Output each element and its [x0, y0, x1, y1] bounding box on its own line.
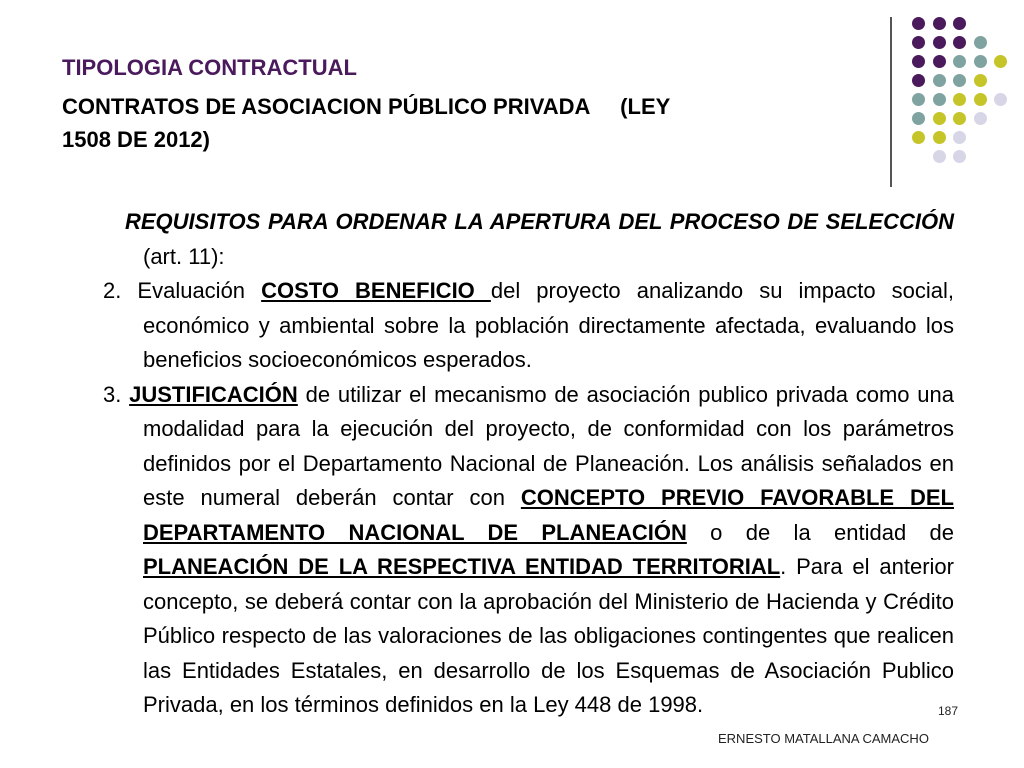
decorative-dot: [974, 93, 987, 106]
decorative-dot: [912, 131, 925, 144]
requisitos-tail: (art. 11):: [143, 243, 225, 269]
decorative-dot: [912, 55, 925, 68]
item-3: [103, 378, 954, 723]
decorative-dot: [933, 112, 946, 125]
divider-line: [890, 17, 892, 187]
item2-text: del proyecto analizando su impacto social, económico y ambiental sobre la población directamente afectada, evaluando los beneficios socioeconómicos esperados.: [143, 278, 954, 372]
decorative-dot: [974, 112, 987, 125]
item2-bold: COSTO BENEFICIO: [261, 278, 491, 303]
decorative-dot: [974, 36, 987, 49]
decorative-dot: [974, 55, 987, 68]
decorative-dot: [933, 150, 946, 163]
decorative-dot: [953, 36, 966, 49]
item2-prefix: 2. Evaluación: [103, 278, 262, 303]
decorative-dot: [974, 74, 987, 87]
decorative-dot: [953, 17, 966, 30]
decorative-dot: [953, 131, 966, 144]
decorative-dot: [912, 93, 925, 106]
decorative-dot: [933, 74, 946, 87]
subtitle-line-1: CONTRATOS DE ASOCIACION PÚBLICO PRIVADA (LEY: [62, 94, 671, 119]
item3-text1: de utilizar el mecanismo de asociación publico privada como una modalidad para la ejecución del proyecto, de conformidad con los parámetros definidos por el Departamento Nacional de Planeación. Los análisis señalados en este numeral deberán contar con: [143, 381, 954, 510]
decorative-dot: [933, 55, 946, 68]
page-number: 187: [938, 704, 959, 718]
decorative-dot: [912, 17, 925, 30]
decorative-dot: [953, 55, 966, 68]
decorative-dot: [912, 74, 925, 87]
decorative-dot: [933, 131, 946, 144]
slide-subtitle: [62, 90, 670, 156]
decorative-dot: [933, 36, 946, 49]
slide-body: [103, 205, 954, 723]
requisitos-bold: REQUISITOS PARA ORDENAR LA APERTURA DEL PROCESO DE SELECCIÓN: [125, 209, 954, 234]
decorative-dot: [953, 112, 966, 125]
requisitos-heading: [103, 205, 954, 274]
item3-bold1: JUSTIFICACIÓN: [129, 381, 298, 407]
item3-bold3: PLANEACIÓN DE LA RESPECTIVA ENTIDAD TERRITORIAL: [143, 554, 781, 579]
decorative-dot: [953, 74, 966, 87]
item3-text2: o de la entidad de: [686, 519, 954, 545]
decorative-dot: [912, 112, 925, 125]
slide-title: TIPOLOGIA CONTRACTUAL: [62, 55, 357, 80]
item3-prefix: 3.: [103, 381, 130, 407]
author-name: ERNESTO MATALLANA CAMACHO: [718, 731, 929, 746]
item-2: [103, 274, 954, 378]
decorative-dot: [933, 93, 946, 106]
subtitle-line-2: 1508 DE 2012): [62, 127, 210, 152]
decorative-dot: [953, 150, 966, 163]
decorative-dot: [933, 17, 946, 30]
decorative-dot: [912, 36, 925, 49]
decorative-dot: [994, 55, 1007, 68]
decorative-dot: [953, 93, 966, 106]
item3-bold2: CONCEPTO PREVIO FAVORABLE DEL DEPARTAMENTO NACIONAL DE PLANEACIÓN: [143, 485, 954, 545]
item3-text3: . Para el anterior concepto, se deberá contar con la aprobación del Ministerio de Hacienda y Crédito Público respecto de las valoraciones de las obligaciones contingentes que realicen las Entidades Estatales, en desarrollo de los Esquemas de Asociación Publico Privada, en los términos definidos en la Ley 448 de 1998.: [143, 554, 954, 717]
decorative-dot: [994, 93, 1007, 106]
